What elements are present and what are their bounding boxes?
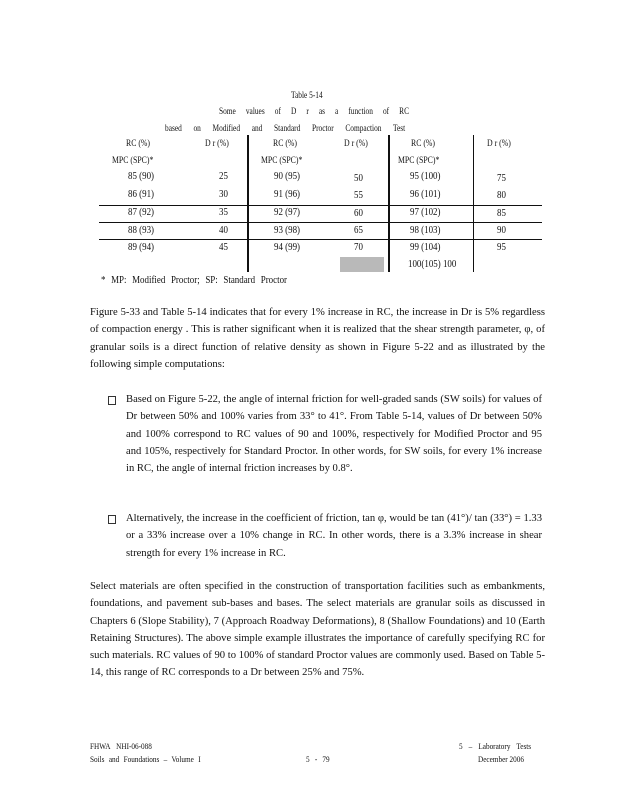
table-cell: 97 (102): [410, 207, 441, 218]
table-cell: 40: [219, 225, 228, 236]
table-horizontal-rule: [99, 205, 542, 206]
table-cell: 92 (97): [274, 207, 301, 218]
table-caption-line1: Table 5-14: [291, 90, 323, 100]
header-dr-1: D r (%): [205, 139, 229, 149]
table-cell: 80: [497, 190, 506, 201]
table-cell: 30: [219, 189, 228, 200]
header-rc-1: RC (%): [126, 139, 151, 149]
table-cell: 35: [219, 207, 228, 218]
table-cell: 91 (96): [274, 189, 301, 200]
table-cell: 96 (101): [410, 189, 441, 200]
footer-left-line1: FHWA NHI-06-088: [90, 741, 152, 751]
table-caption-line2: Some values of D r as a function of RC: [219, 106, 410, 116]
table-caption-line3: based on Modified and Standard Proctor Compaction Test: [165, 123, 406, 133]
table-cell: 55: [354, 190, 363, 201]
table-shaded-cell: [340, 257, 384, 272]
table-vertical-rule: [473, 135, 474, 272]
header-mpc-spc-2: MPC (SPC)*: [261, 156, 303, 166]
table-cell: 60: [354, 208, 363, 219]
header-rc-3: RC (%): [411, 139, 436, 149]
table-footnote: * MP: Modified Proctor; SP: Standard Proctor: [101, 275, 288, 286]
table-cell: 88 (93): [128, 225, 155, 236]
table-cell: 86 (91): [128, 189, 155, 200]
table-cell: 70: [354, 242, 363, 253]
table-horizontal-rule: [99, 222, 542, 223]
table-cell: 90 (95): [274, 171, 301, 182]
table-cell: 87 (92): [128, 207, 155, 218]
paragraph-1-text: Figure 5-33 and Table 5-14 indicates that for every 1% increase in RC, the increase in Dr is 5% regardless of compaction energy . This is rather significant when it is realized that the shear strength parameter, φ, of granular soils is a direct function of relative density as shown in Figure 5-22 and as illustrated by the following simple computations:: [90, 307, 545, 370]
table-cell: 99 (104): [410, 242, 441, 253]
table-cell: 89 (94): [128, 242, 155, 253]
table-extra-row: 100(105) 100: [408, 259, 457, 270]
paragraph-2-text: Select materials are often specified in the construction of transportation facilities such as embankments, foundations, and pavement sub-bases and bases. The select materials are granular soils as discussed in Chapters 6 (Slope Stability), 7 (Approach Roadway Deformations), 8 (Shallow Foundations) and 10 (Earth Retaining Structures). The above simple example illustrates the importance of carefully specifying RC for such materials. RC values of 90 to 100% of standard Proctor values are commonly used. Based on Table 5-14, this range of RC corresponds to a Dr between 25% and 75%.: [90, 581, 545, 679]
table-cell: 45: [219, 242, 228, 253]
page-number: 5 - 79: [306, 754, 330, 764]
table-horizontal-rule: [99, 239, 542, 240]
table-vertical-rule: [247, 135, 249, 272]
bullet-marker: [108, 396, 116, 405]
footer-right-line1: 5 – Laboratory Tests: [459, 741, 532, 751]
header-dr-2: D r (%): [344, 139, 368, 149]
table-cell: 98 (103): [410, 225, 441, 236]
table-cell: 95 (100): [410, 171, 441, 182]
footer-left-line2: Soils and Foundations – Volume I: [90, 754, 201, 764]
table-cell: 93 (98): [274, 225, 301, 236]
paragraph-2: [90, 578, 545, 682]
header-mpc-spc-1: MPC (SPC)*: [112, 156, 154, 166]
table-cell: 90: [497, 225, 506, 236]
table-cell: 85 (90): [128, 171, 155, 182]
header-mpc-spc-3: MPC (SPC)*: [398, 156, 440, 166]
table-cell: 85: [497, 208, 506, 219]
table-vertical-rule: [388, 135, 390, 272]
table-cell: 94 (99): [274, 242, 301, 253]
table-cell: 75: [497, 173, 506, 184]
header-dr-3: D r (%): [487, 139, 511, 149]
header-rc-2: RC (%): [273, 139, 298, 149]
bullet-item-2: Alternatively, the increase in the coefficient of friction, tan φ, would be tan (41°)/ tan (33°) = 1.33 or a 33% increase over a 10% change in RC. In other words, there is a 3.3% increase in shear strength for every 1% increase in RC.: [126, 513, 542, 559]
bullet-marker: [108, 515, 116, 524]
footer-right-line2: December 2006: [478, 754, 524, 764]
paragraph-1: [90, 304, 545, 373]
table-cell: 95: [497, 242, 506, 253]
table-cell: 50: [354, 173, 363, 184]
table-cell: 65: [354, 225, 363, 236]
bullet-item-1: Based on Figure 5-22, the angle of internal friction for well-graded sands (SW soils) for values of Dr between 50% and 100% varies from 33° to 41°. From Table 5-14, values of Dr between 50% and 100% correspond to RC values of 90 and 100%, respectively for Modified Proctor and 95 and 105%, respectively for Standard Proctor. In other words, for SW soils, for every 1% increase in RC, the angle of internal friction increases by 0.8°.: [126, 394, 542, 475]
table-cell: 25: [219, 171, 228, 182]
